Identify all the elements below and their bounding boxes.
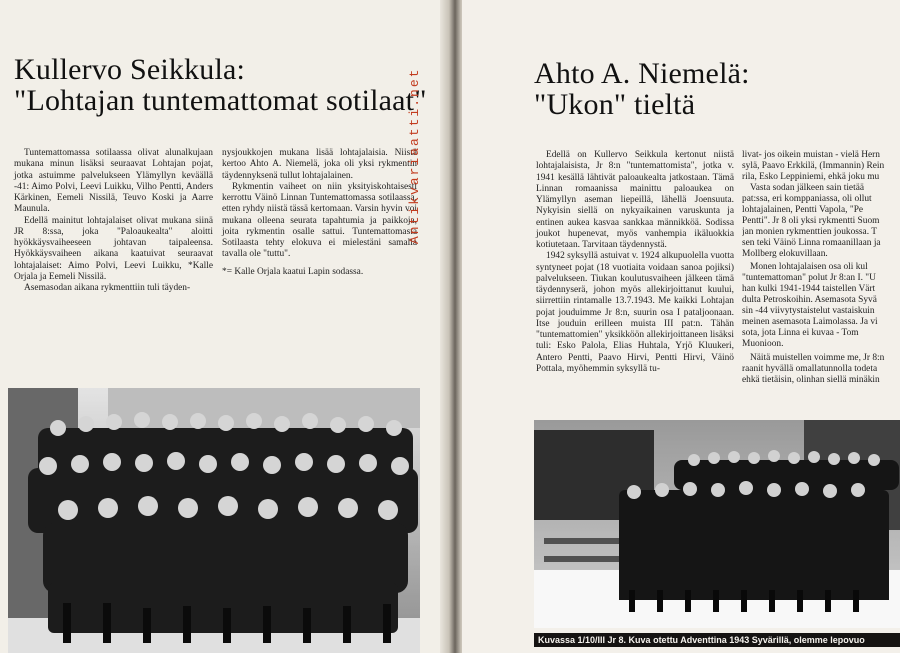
footnote: *= Kalle Orjala kaatui Lapin sodassa. [222,266,364,277]
left-title-line-1: Kullervo Seikkula: [14,53,246,86]
right-column-2 [742,150,900,410]
text-line: Muonioon. [742,339,784,349]
text-line: lohtajalainen, Pentti Vapola, "Pe [742,205,864,215]
left-column-1 [14,148,213,294]
text-line: jan monien rykmenttien joukossa. T [742,227,877,237]
text-line: "tuntemattoman" polut Jr 8:an I. "U [742,273,876,283]
text-line: sen teki Väinö Linna romaanillaan ja [742,238,881,248]
text-line: sin -44 viivytystaistelut vastaiskuin [742,306,875,316]
watermark-text: Antikvariaatti.net [407,67,422,244]
paragraph: Rykmentin vaiheet on niin yksityiskohtaisesti kerrottu Väinö Linnan Tuntemattomassa sotilaassa, etten ryhdy niistä tässä kertomaan. Varsin hyvin voi mukana olleena seurata tapahtumia ja paikkoja, joita rykmentin osalle sattui. Tuntemattomasta Sotilaasta tehty elokuva ei mielestäni samalla tavalla ole "tuttu". [222,181,417,260]
paragraph: Edellä mainitut lohtajalaiset olivat mukana siinä JR 8:ssa, joka "Paloaukealta" aloitti hyökkäysvaiheeseen johtavan taipaleensa. Hyökkäysvaiheen aikana kaatuivat seuraavat lohtajalaiset: Aimo Polvi, Leevi Luikku, *Kalle Orjala ja Eemeli Nissilä. [14,215,213,282]
left-page [0,0,448,653]
text-line: Vasta sodan jälkeen sain tietää [750,183,865,193]
paragraph: 1942 syksyllä astuivat v. 1924 alkupuolella vuotta syntyneet pojat (18 vuotiaita voidaan sanoa pojiksi) palvelukseen. Tiukan koulutusvaiheen jälkeen tämä täydennyserä, johon myös allekirjoittanut kuului, siirrettiin rintamalle 13.7.1943. Me kaikki Lohtajan pojat jouduimme Jr 8:n, suurin osa I pataljoonaan. Itse jouduin erilleen muista III pat:n. Tähän "tuntemattomien" yksikköön allekirjoittaneen lisäksi tuli: Esko Palola, Elias Huhtala, Yrjö Kluukeri, Antero Pentti, Paavo Hirvi, Pentti Hirvi, Väinö Pottala, myöhemmin syksyllä tu- [536,251,734,374]
text-line: Pentti". Jr 8 oli yksi rykmentti Suom [742,216,880,226]
paragraph: Asemasodan aikana rykmenttiin tuli täyden- [24,283,191,293]
text-line: raanit hyvällä omallatunnolla todeta [742,364,878,374]
paragraph: Tuntemattomassa sotilaassa olivat alunalkujaan mukana minun lisäksi seuraavat Lohtajan pojat, jotka astuimme palvelukseen Ylämyllyn keväällä -41: Aimo Polvi, Leevi Luikku, Vilho Pentti, Anders Kärkinen, Eemeli Nissilä, Teuvo Koski ja Aarre Maunula. [14,148,213,215]
text-line: meinen asemasota Laimolassa. Ja vi [742,317,878,327]
right-column-1 [536,150,734,375]
text-line: dulta Petroskoihin. Asemasota Syvä [742,295,877,305]
soldiers-photo-illustration [8,388,420,653]
group-photo-right [534,420,900,628]
text-line: Mollberg elokuvillaan. [742,249,828,259]
right-title-line-1: Ahto A. Niemelä: [534,57,750,90]
text-line: livat- jos oikein muistan - vielä Hern [742,150,880,160]
text-line: rila, Esko Leppiniemi, ehkä joku mu [742,172,880,182]
text-line: pat:ssa, eri komppaniassa, oli ollut [742,194,872,204]
right-page [462,0,900,653]
right-title-line-2: "Ukon" tieltä [534,88,696,121]
photo-caption: Kuvassa 1/10/III Jr 8. Kuva otettu Adventtina 1943 Syvärillä, olemme lepovuo [534,633,900,647]
paragraph: nysjoukkojen mukana lisää lohtajalaisia. Niistä kertoo Ahto A. Niemelä, joka oli yksi rykmentin täydennyksenä tullut lohtajalainen. [222,148,417,181]
paragraph: Edellä on Kullervo Seikkula kertonut niistä lohtajalaisista, Jr 8:n "tuntemattomista", jotka v. 1941 kesällä lähtivät paloaukealta jatkostaan. Tämä Linnan romaanissa mainittu paloaukea on Ylämyllyn aseman liepeillä, lähellä Joensuuta. Nykyisin siellä on nykyaikainen varuskunta ja entinen aukea kasvaa sankkaa männikköä. Sodissa joukot hupenevat, myös vanhempia ikäluokkia kotiutetaan. Tarvitaan täydennystä. [536,150,734,250]
text-line: sylä, Paavo Erkkilä, (Immannin) Rein [742,161,885,171]
left-column-2 [222,148,417,278]
text-line: han kulki 1941-1944 taistellen Värt [742,284,876,294]
left-article-title [14,54,427,116]
left-title-line-2: "Lohtajan tuntemattomat sotilaat" [14,84,427,117]
group-photo-left [8,388,420,653]
soldiers-snow-photo-illustration [534,420,900,628]
text-line: ehkä tietäisin, olinhan siellä minäkin [742,375,880,385]
text-line: Näitä muistellen voimme me, Jr 8:n [750,353,885,363]
text-line: sota, jota Linna ei kuvaa - Tom [742,328,859,338]
right-article-title [534,58,750,120]
text-line: Monen lohtajalaisen osa oli kul [750,262,868,272]
